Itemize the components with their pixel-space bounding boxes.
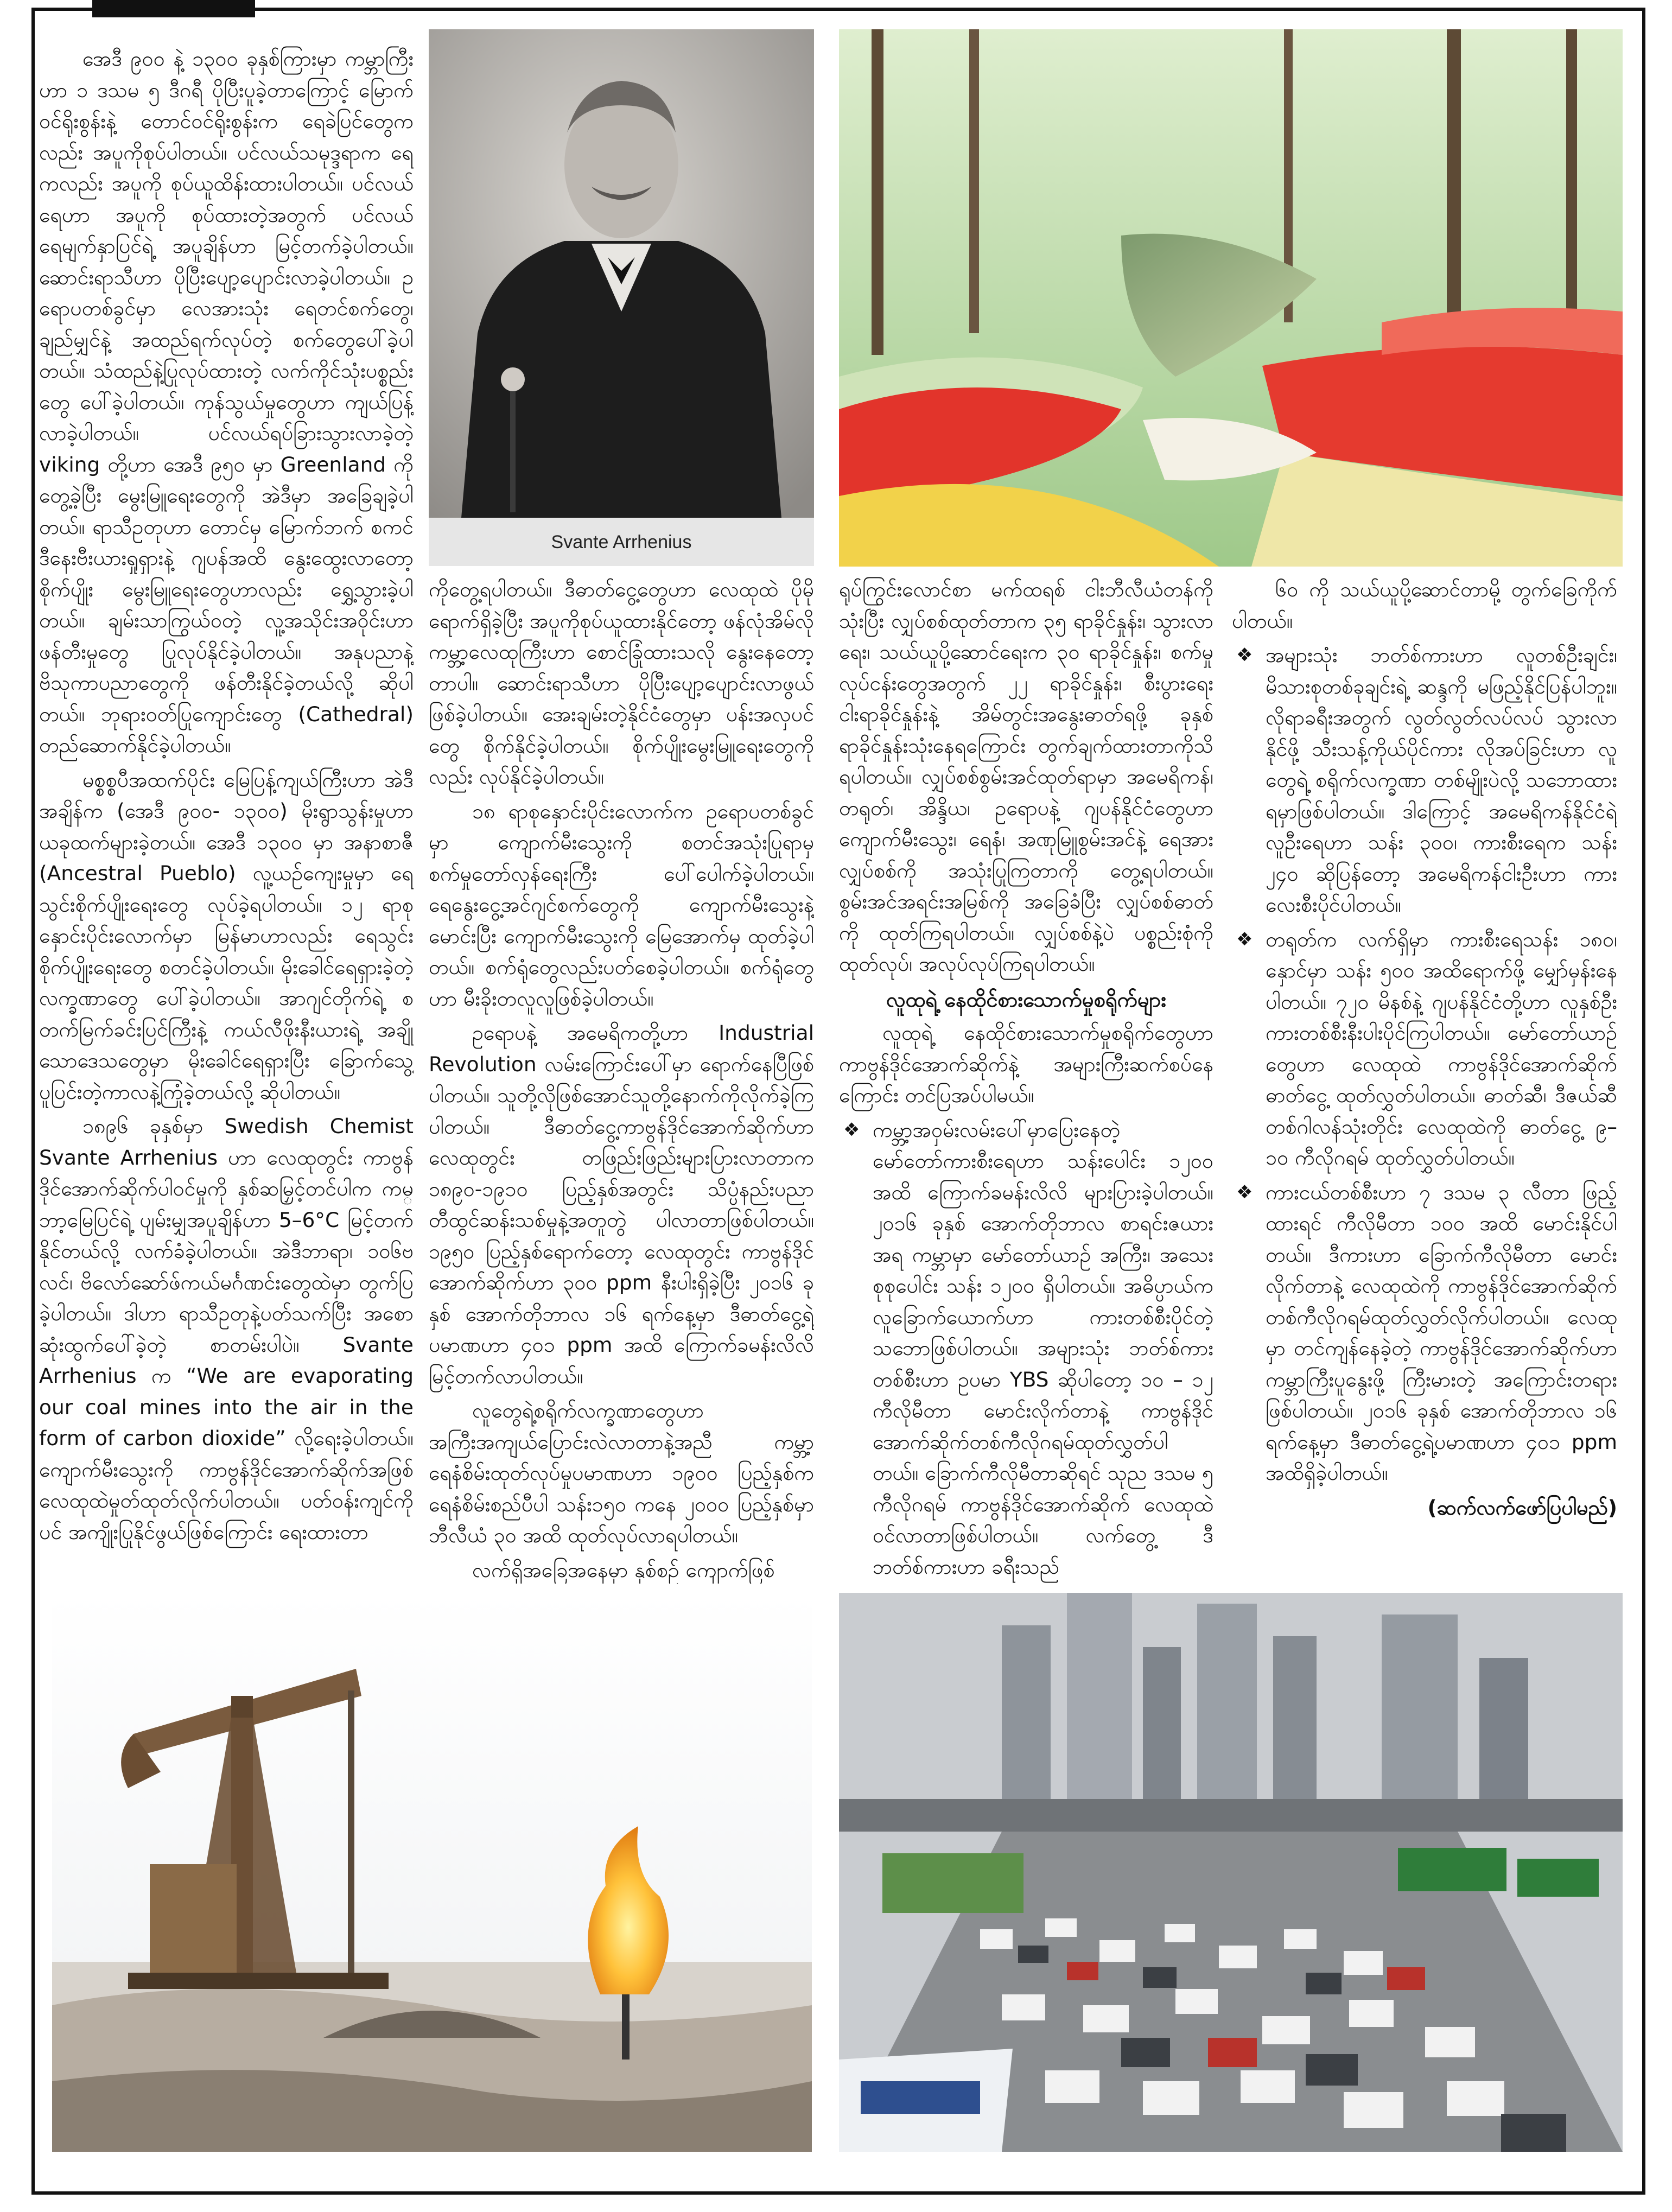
tulip-garden-photo xyxy=(839,29,1623,567)
paragraph: လက်ရှိအခြေအနေမှာ နှစ်စဉ် ကျောက်ဖြစ် xyxy=(472,1558,775,1582)
portrait-photo xyxy=(429,29,814,518)
highway-traffic-photo xyxy=(839,1593,1623,2152)
list-item xyxy=(839,1115,1213,1583)
diamond-bullet-icon: ❖ xyxy=(843,1118,860,1141)
diamond-bullet-icon: ❖ xyxy=(1236,928,1253,950)
paragraph: ၁၈၉၆ ခုနှစ်မှာ Swedish Chemist Svante Arrhenius ဟာ လေထုတွင်း ကာဗွန်ဒိုင်အောက်ဆိုက်ပါဝင်မှုကို နှစ်ဆမြှင့်တင်ပါက ကမ္ဘာ့မြေပြင်ရဲ့ ပျမ်းမျှအပူချိန်ဟာ 5–6°C မြင့်တက်နိုင်တယ်လို့ လက်ခံခဲ့ပါတယ်။ အဲဒီဘာရာ၊ ၁ဝ၆ဗလင်၊ ဗိလော်ဆော်ဖ်ကယ်မင်္ဂဏင်းတွေထဲမှာ တွက်ပြခဲ့ပါတယ်။ ဒါဟာ ရာသီဥတုနဲ့ပတ်သက်ပြီး အစောဆုံးထွက်ပေါ်ခဲ့တဲ့ စာတမ်းပါပဲ။ Svante Arrhenius က “We are evaporating our coal mines into the air in the form of carbon dioxide” လို့ရေးခဲ့ပါတယ်။ ကျောက်မီးသွေးကို ကာဗွန်ဒိုင်အောက်ဆိုက်အဖြစ် လေထုထဲမှုတ်ထုတ်လိုက်ပါတယ်။ ပတ်ဝန်းကျင်ကိုပင် အကျိုးပြုနိုင်ဖွယ်ဖြစ်ကြောင်း ရေးထားတာ xyxy=(39,1114,414,1544)
article-column-2 xyxy=(429,574,814,1584)
list-item xyxy=(1232,1177,1617,1489)
paragraph: ၆၀ ကို သယ်ယူပို့ဆောင်တာမို့ တွက်ခြေကိုက်ပါတယ်။ xyxy=(1232,577,1617,633)
list-item-text: ကားငယ်တစ်စီးဟာ ၇ ဒသမ ၃ လီတာ ဖြည့်ထားရင် ကီလိုမီတာ ၁၀၀ အထိ မောင်းနိုင်ပါတယ်။ ဒီကားဟာ ခြောက်ကီလိုမီတာ မောင်းလိုက်တာနဲ့ လေထုထဲကို ကာဗွန်ဒိုင်အောက်ဆိုက် တစ်ကီလိုဂရမ်ထုတ်လွှတ်လိုက်ပါတယ်။ လေထုမှာ တင်ကျန်နေခဲ့တဲ့ ကာဗွန်ဒိုင်အောက်ဆိုက်ဟာ ကမ္ဘာကြီးပူနွေးဖို့ ကြီးမားတဲ့ အကြောင်းတရားဖြစ်ပါတယ်။ ၂၀၁၆ ခုနှစ် အောက်တိုဘာလ ၁၆ ရက်နေ့မှာ ဒီဓာတ်ငွေ့ရဲ့ပမာဏဟာ ၄၀၁ ppm အထိရှိခဲ့ပါတယ်။ xyxy=(1266,1180,1617,1485)
article-column-3 xyxy=(839,574,1213,1584)
paragraph: လူထုရဲ့ နေထိုင်စားသောက်မှုစရိုက်တွေဟာ ကာဗွန်ဒိုင်အောက်ဆိုက်နဲ့ အများကြီးဆက်စပ်နေကြောင်း တင်ပြအပ်ပါမယ်။ xyxy=(839,1021,1213,1107)
list-item xyxy=(1232,640,1617,921)
list-item-text: ကမ္ဘာ့အဝှမ်းလမ်းပေါ်မှာပြေးနေတဲ့ မော်တော်ကားစီးရေဟာ သန်းပေါင်း ၁၂၀၀ အထိ ကြောက်ခမန်းလိလိ များပြားခဲ့ပါတယ်။ ၂၀၁၆ ခုနှစ် အောက်တိုဘာလ စာရင်းဇယားအရ ကမ္ဘာမှာ မော်တော်ယာဉ် အကြီး၊ အသေး စုစုပေါင်း သန်း ၁၂၀၀ ရှိပါတယ်။ အဓိပ္ပာယ်က လူခြောက်ယောက်ဟာ ကားတစ်စီးပိုင်တဲ့ သဘောဖြစ်ပါတယ်။ အများသုံး ဘတ်စ်ကားတစ်စီးဟာ ဥပမာ YBS ဆိုပါတော့ ၁၀ – ၁၂ ကီလိုမီတာ မောင်းလိုက်တာနဲ့ ကာဗွန်ဒိုင်အောက်ဆိုက်တစ်ကီလိုဂရမ်ထုတ်လွှတ်ပါတယ်။ ခြောက်ကီလိုမီတာဆိုရင် သုည ဒသမ ၅ ကီလိုဂရမ် ကာဗွန်ဒိုင်အောက်ဆိုက် လေထုထဲ ဝင်လာတာဖြစ်ပါတယ်။ လက်တွေ့ ဒီဘတ်စ်ကားဟာ ခရီးသည် xyxy=(873,1117,1213,1579)
article-column-4 xyxy=(1232,574,1617,1584)
diamond-bullet-icon: ❖ xyxy=(1236,1181,1253,1203)
list-item-text: အများသုံး ဘတ်စ်ကားဟာ လူတစ်ဦးချင်း၊ မိသားစုတစ်ခုချင်းရဲ့ ဆန္ဒကို မဖြည့်နိုင်ပြန်ပါဘူး။ လိုရာခရီးအတွက် လွတ်လွတ်လပ်လပ် သွားလာနိုင်ဖို့ သီးသန့်ကိုယ်ပိုင်ကား လိုအပ်ခြင်းဟာ လူတွေရဲ့ စရိုက်လက္ခဏာ တစ်မျိုးပဲလို့ သဘောထားရမှာဖြစ်ပါတယ်။ ဒါကြောင့် အမေရိကန်နိုင်ငံရဲ့ လူဦးရေဟာ သန်း ၃၀၀၊ ကားစီးရေက သန်း ၂၄၀ ဆိုပြန်တော့ အမေရိကန်ငါးဦးဟာ ကားလေးစီးပိုင်ပါတယ်။ xyxy=(1266,643,1617,917)
paragraph: ကိုတွေ့ရပါတယ်။ ဒီဓာတ်ငွေ့တွေဟာ လေထုထဲ ပိုမိုရောက်ရှိခဲ့ပြီး အပူကိုစုပ်ယူထားနိုင်တော့ ဖန်လုံအိမ်လို ကမ္ဘာ့လေထုကြီးဟာ စောင်ခြုံထားသလို နွေးနေတော့တာပါ။ ဆောင်းရာသီဟာ ပိုပြီးပျော့ပျောင်းလာဖွယ်ဖြစ်ခဲ့ပါတယ်။ အေးချမ်းတဲ့နိုင်ငံတွေမှာ ပန်းအလှပင်တွေ စိုက်နိုင်ခဲ့ပါတယ်။ စိုက်ပျိုးမွေးမြူရေးတွေကိုလည်း လုပ်နိုင်ခဲ့ပါတယ်။ xyxy=(429,577,814,789)
list-item xyxy=(1232,924,1617,1174)
article-column-1 xyxy=(39,43,414,1579)
bullet-list xyxy=(1232,640,1617,1489)
section-heading: လူထုရဲ့ နေထိုင်စားသောက်မှုစရိုက်များ xyxy=(886,987,1166,1012)
photo-caption: Svante Arrhenius xyxy=(429,518,814,566)
paragraph: ဥရောပနဲ့ အမေရိကတို့ဟာ Industrial Revolution လမ်းကြောင်းပေါ်မှာ ရောက်နေပြီဖြစ်ပါတယ်။ သူတို့လိုဖြစ်အောင်သူတို့နောက်ကိုလိုက်ခဲ့ကြပါတယ်။ ဒီဓာတ်ငွေ့ကာဗွန်ဒိုင်အောက်ဆိုက်ဟာ လေထုတွင်း တဖြည်းဖြည်းများပြားလာတာက ၁၈၉၀-၁၉၁၀ ပြည့်နှစ်အတွင်း သိပ္ပံနည်းပညာ တီထွင်ဆန်းသစ်မှုနဲ့အတူတွဲ ပါလာတာဖြစ်ပါတယ်။ ၁၉၅၀ ပြည့်နှစ်ရောက်တော့ လေထုတွင်း ကာဗွန်ဒိုင်အောက်ဆိုက်ဟာ ၃၀၀ ppm နီးပါးရှိခဲ့ပြီး ၂၀၁၆ ခုနှစ် အောက်တိုဘာလ ၁၆ ရက်နေ့မှာ ဒီဓာတ်ငွေ့ရဲ့ ပမာဏဟာ ၄၀၁ ppm အထိ ကြောက်ခမန်းလိလိ မြင့်တက်လာပါတယ်။ xyxy=(429,1021,814,1388)
paragraph: ရုပ်ကြွင်းလောင်စာ မက်ထရစ် ငါးဘီလီယံတန်ကို သုံးပြီး လျှပ်စစ်ထုတ်တာက ၃၅ ရာခိုင်နှုန်း၊ သွားလာရေး၊ သယ်ယူပို့ဆောင်ရေးက ၃၀ ရာခိုင်နှုန်း၊ စက်မှုလုပ်ငန်းတွေအတွက် ၂၂ ရာခိုင်နှုန်း၊ စီးပွားရေး ငါးရာခိုင်နှုန်းနဲ့ အိမ်တွင်းအနွေးဓာတ်ရဖို့ ခုနှစ်ရာခိုင်နှုန်းသုံးနေရကြောင်း တွက်ချက်ထားတာကိုသိရပါတယ်။ လျှပ်စစ်စွမ်းအင်ထုတ်ရာမှာ အမေရိကန်၊ တရုတ်၊ အိန္ဒိယ၊ ဥရောပနဲ့ ဂျပန်နိုင်ငံတွေဟာ ကျောက်မီးသွေး၊ ရေနံ၊ အဏုမြူစွမ်းအင်နဲ့ ရေအားလျှပ်စစ်ကို အသုံးပြုကြတာကို တွေ့ရပါတယ်။ စွမ်းအင်အရင်းအမြစ်ကို အခြေခံပြီး လျှပ်စစ်ဓာတ်ကို ထုတ်ကြရပါတယ်။ လျှပ်စစ်နဲ့ပဲ ပစ္စည်းစုံကို ထုတ်လုပ်၊ အလုပ်လုပ်ကြရပါတယ်။ xyxy=(839,577,1213,976)
list-item-text: တရုတ်က လက်ရှိမှာ ကားစီးရေသန်း ၁၈၀၊ နှောင်မှာ သန်း ၅၀၀ အထိရောက်ဖို့ မျှော်မှန်းနေပါတယ်။ ၇၂၀ မိနစ်နဲ့ ဂျပန်နိုင်ငံတို့ဟာ လူနှစ်ဦး ကားတစ်စီးနီးပါးပိုင်ကြပါတယ်။ မော်တော်ယာဉ်တွေဟာ လေထုထဲ ကာဗွန်ဒိုင်အောက်ဆိုက်ဓာတ်ငွေ့ ထုတ်လွှတ်ပါတယ်။ ဓာတ်ဆီ၊ ဒီဇယ်ဆီတစ်ဂါလန်သုံးတိုင်း လေထုထဲကို ဓာတ်ငွေ့ ၉–၁၀ ကီလိုဂရမ် ထုတ်လွှတ်ပါတယ်။ xyxy=(1266,927,1617,1169)
continued-note: (ဆက်လက်ဖော်ပြပါမည်) xyxy=(1427,1495,1617,1520)
paragraph: ၁၈ ရာစုနှောင်းပိုင်းလောက်က ဥရောပတစ်ခွင်မှာ ကျောက်မီးသွေးကို စတင်အသုံးပြုရာမှ စက်မှုတော်လှန်ရေးကြီး ပေါ်ပေါက်ခဲ့ပါတယ်။ ရေနွေးငွေ့အင်ဂျင်စက်တွေကို ကျောက်မီးသွေးနဲ့မောင်းပြီး ကျောက်မီးသွေးကို မြေအောက်မှ ထုတ်ခဲ့ပါတယ်။ စက်ရုံတွေလည်းပတ်စေခဲ့ပါတယ်။ စက်ရုံတွေဟာ မီးခိုးတလူလူဖြစ်ခဲ့ပါတယ်။ xyxy=(429,799,814,1010)
paragraph: မစ္စစ္စပီအထက်ပိုင်း မြေပြန့်ကျယ်ကြီးဟာ အဲဒီအချိန်က (အေဒီ ၉၀၀- ၁၃၀၀) မိုးရွာသွန်းမှုဟာ ယခုထက်များခဲ့တယ်။ အေဒီ ၁၃၀၀ မှာ အနာစာဇီ (Ancestral Pueblo) လူ့ယဉ်ကျေးမှုမှာ ရေသွင်းစိုက်ပျိုးရေးတွေ လုပ်ခဲ့ရပါတယ်။ ၁၂ ရာစုနှောင်းပိုင်းလောက်မှာ မြန်မာဟာလည်း ရေသွင်းစိုက်ပျိုးရေးတွေ စတင်ခဲ့ပါတယ်။ မိုးခေါင်ရေရှားခဲ့တဲ့လက္ခဏာတွေ ပေါ်ခဲ့ပါတယ်။ အာဂျင်တိုက်ရဲ့ စတက်မြက်ခင်းပြင်ကြီးနဲ့ ကယ်လီဖိုးနီးယားရဲ့ အချို့သောဒေသတွေမှာ မိုးခေါင်ရေရှားပြီး ခြောက်သွေ့ပူပြင်းတဲ့ကာလနဲ့ကြုံခဲ့တယ်လို့ ဆိုပါတယ်။ xyxy=(39,767,414,1104)
diamond-bullet-icon: ❖ xyxy=(1236,644,1253,666)
paragraph: လူတွေရဲ့စရိုက်လက္ခဏာတွေဟာ အကြီးအကျယ်ပြောင်းလဲလာတာနဲ့အညီ ကမ္ဘာ့ရေနံစိမ်းထုတ်လုပ်မှုပမာဏဟာ ၁၉၀၀ ပြည့်နှစ်က ရေနံစိမ်းစည်ပီပါ သန်း၁၅၀ ကနေ ၂၀၀၀ ပြည့်နှစ်မှာ ဘီလီယံ ၃၀ အထိ ထုတ်လုပ်လာရပါတယ်။ xyxy=(429,1399,814,1547)
oil-pumpjack-photo xyxy=(52,1593,812,2152)
paragraph: အေဒီ ၉၀၀ နဲ့ ၁၃၀၀ ခုနှစ်ကြားမှာ ကမ္ဘာကြီးဟာ ၁ ဒသမ ၅ ဒီဂရီ ပိုပြီးပူခဲ့တာကြောင့် မြောက်ဝင်ရိုးစွန်းနဲ့ တောင်ဝင်ရိုးစွန်းက ရေခဲပြင်တွေက လည်း အပူကိုစုပ်ပါတယ်။ ပင်လယ်သမုဒ္ဒရာက ရေကလည်း အပူကို စုပ်ယူထိန်းထားပါတယ်။ ပင်လယ်ရေဟာ အပူကို စုပ်ထားတဲ့အတွက် ပင်လယ်ရေမျက်နှာပြင်ရဲ့ အပူချိန်ဟာ မြင့်တက်ခဲ့ပါတယ်။ ဆောင်းရာသီဟာ ပိုပြီးပျော့ပျောင်းလာခဲ့ပါတယ်။ ဥရောပတစ်ခွင်မှာ လေအားသုံး ရေတင်စက်တွေ၊ ချည်မျှင်နဲ့ အထည်ရက်လုပ်တဲ့ စက်တွေပေါ်ခဲ့ပါတယ်။ သံထည်နဲ့ပြုလုပ်ထားတဲ့ လက်ကိုင်သုံးပစ္စည်းတွေ ပေါ်ခဲ့ပါတယ်။ ကုန်သွယ်မှုတွေဟာ ကျယ်ပြန့်လာခဲ့ပါတယ်။ ပင်လယ်ရပ်ခြားသွားလာခဲ့တဲ့ viking တို့ဟာ အေဒီ ၉၅၀ မှာ Greenland ကို တွေ့ခဲ့ပြီး မွေးမြူရေးတွေကို အဲဒီမှာ အခြေချခဲ့ပါတယ်။ ရာသီဥတုဟာ တောင်မှ မြောက်ဘက် စကင်ဒီနေးဗီးယားရှုရှားနဲ့ ဂျပန်အထိ နွေးထွေးလာတော့ စိုက်ပျိုး မွေးမြူရေးတွေဟာလည်း ရွှေ့သွားခဲ့ပါတယ်။ ချမ်းသာကြွယ်ဝတဲ့ လူ့အသိုင်းအဝိုင်းဟာ ဖန်တီးမှုတွေ ပြုလုပ်နိုင်ခဲ့ပါတယ်။ အနုပညာနဲ့ ဗိသုကာပညာတွေကို ဖန်တီးနိုင်ခဲ့တယ်လို့ ဆိုပါတယ်။ ဘုရားဝတ်ပြုကျောင်းတွေ (Cathedral) တည်ဆောက်နိုင်ခဲ့ပါတယ်။ xyxy=(39,47,414,757)
header-bar xyxy=(92,0,255,17)
bullet-list xyxy=(839,1115,1213,1583)
